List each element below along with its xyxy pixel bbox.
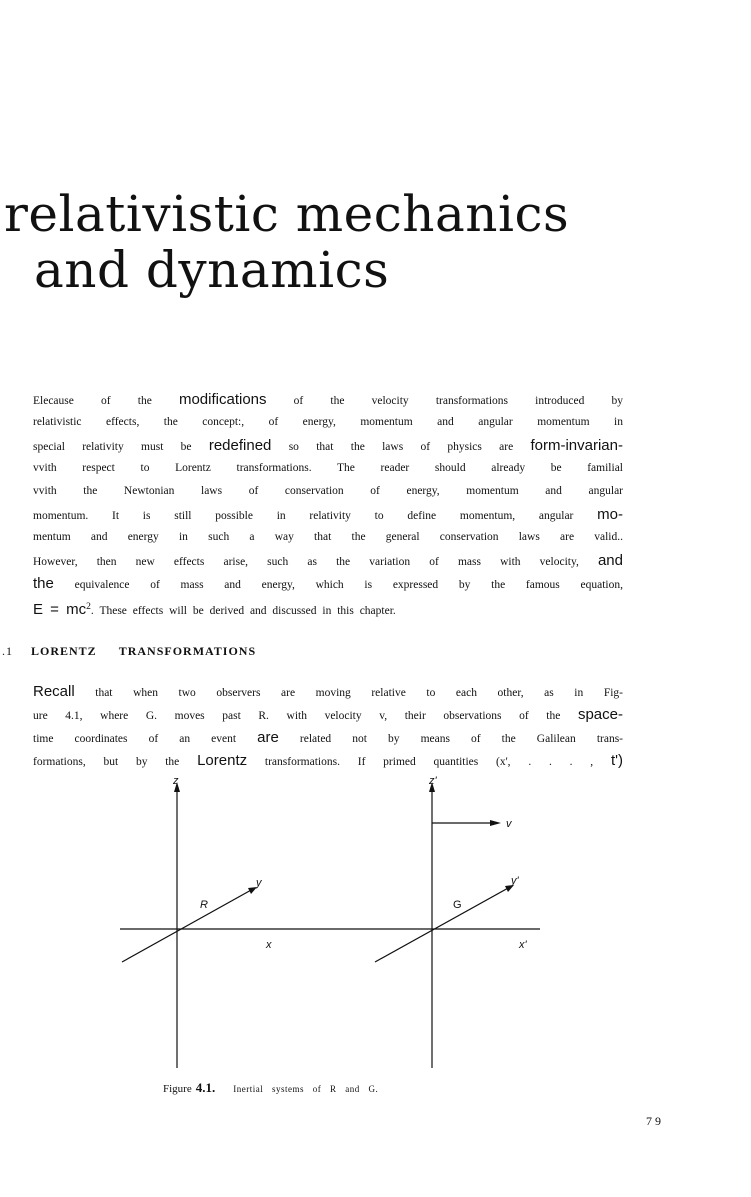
label-R: R xyxy=(200,899,208,911)
section-word: LORENTZ xyxy=(31,644,97,658)
section-line: ure 4.1, where G. moves past R. with velocity v, their observations of the space- xyxy=(33,706,623,723)
caption-number: 4.1. xyxy=(195,1080,216,1095)
intro-line: relativistic effects, the concept:, of energy, momentum and angular momentum in xyxy=(33,416,623,428)
intro-line: mentum and energy in such a way that the general conservation laws are valid.. xyxy=(33,531,623,543)
label-y-prime: y' xyxy=(511,875,519,887)
chapter-title xyxy=(4,186,569,298)
section-word: TRANSFORMATIONS xyxy=(118,644,257,658)
intro-line: vvith the Newtonian laws of conservation of energy, momentum and angular xyxy=(33,485,623,497)
intro-paragraph xyxy=(33,388,623,618)
section-heading xyxy=(2,644,256,659)
page-number: 79 xyxy=(646,1114,664,1128)
section-line: time coordinates of an event are related not by means of the Galilean trans- xyxy=(33,729,623,746)
intro-line: vvith respect to Lorentz transformations. The reader should already be familial xyxy=(33,462,623,474)
label-x-prime: x' xyxy=(519,939,527,951)
y-prime-axis xyxy=(375,887,510,962)
y-axis xyxy=(122,889,253,962)
section-number: .1 xyxy=(2,644,13,658)
label-x: x xyxy=(266,939,272,951)
caption-label: Figure xyxy=(163,1083,192,1095)
intro-line: momentum. It is still possible in relativity to define momentum, angular mo- xyxy=(33,506,623,523)
chapter-title-line1: relativistic mechanics xyxy=(4,185,570,243)
label-y: y xyxy=(256,877,262,889)
velocity-arrowhead xyxy=(490,820,501,826)
chapter-title-line2: and dynamics xyxy=(34,241,390,299)
label-v: v xyxy=(506,818,512,830)
section-paragraph xyxy=(33,680,623,772)
caption-text: Inertial systems of R and G. xyxy=(233,1084,379,1094)
figure-caption xyxy=(163,1080,378,1096)
section-line: formations, but by the Lorentz transformations. If primed quantities (x', . . . , t') xyxy=(33,752,623,769)
label-z: z xyxy=(173,775,179,787)
figure-4-1 xyxy=(115,772,555,1072)
label-G: G xyxy=(453,899,462,911)
intro-line: Elecause of the modifications of the velocity transformations introduced by xyxy=(33,391,623,408)
intro-line: the equivalence of mass and energy, which is expressed by the famous equation, xyxy=(33,575,623,592)
intro-line: special relativity must be redefined so that the laws of physics are form-invarian- xyxy=(33,437,623,454)
section-line: Recall that when two observers are moving relative to each other, as in Fig- xyxy=(33,683,623,700)
intro-line: $E = mc^2$. These effects will be derived and discussed in this chapter. xyxy=(33,600,396,618)
label-z-prime: z' xyxy=(429,775,437,787)
intro-line: However, then new effects arise, such as the variation of mass with velocity, and xyxy=(33,552,623,569)
